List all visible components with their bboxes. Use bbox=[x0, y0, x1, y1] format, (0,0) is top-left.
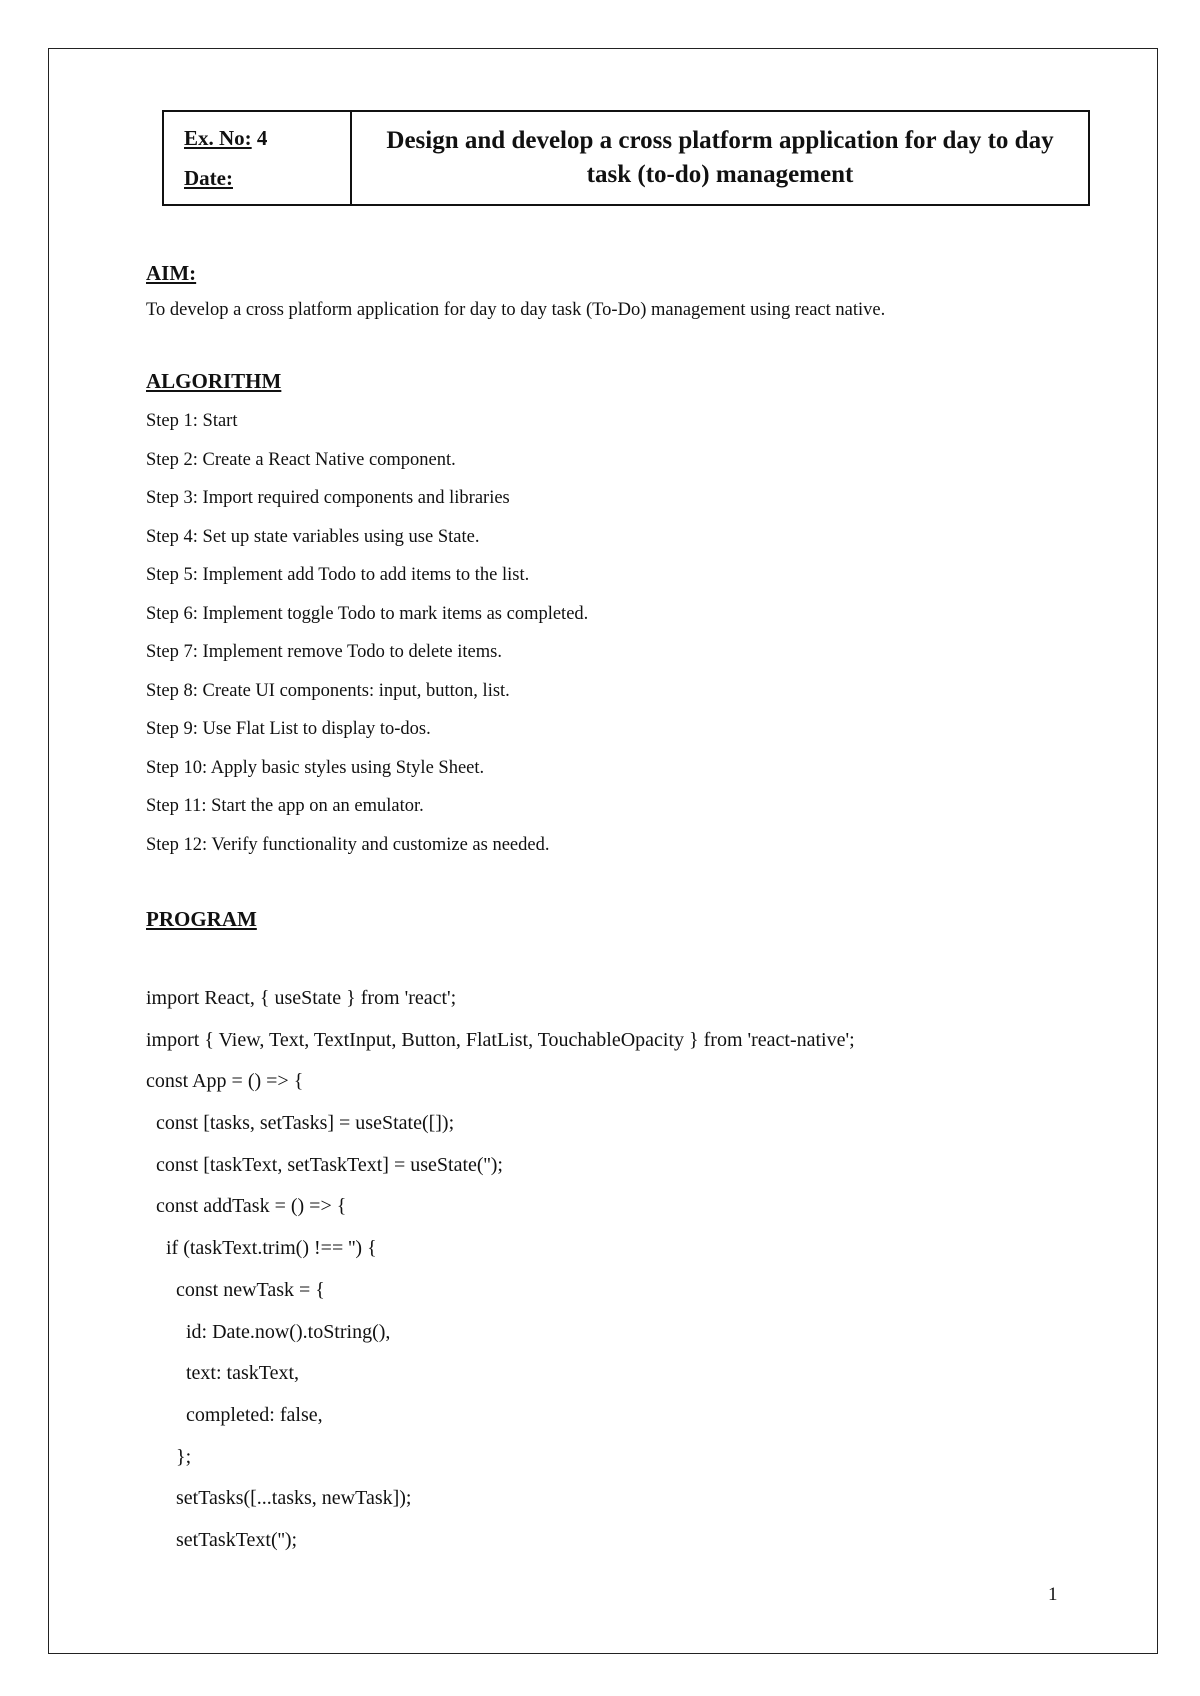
code-line: }; bbox=[146, 1445, 192, 1468]
code-line: const newTask = { bbox=[146, 1278, 325, 1301]
code-line: text: taskText, bbox=[146, 1362, 300, 1385]
ex-no-label: Ex. No: bbox=[184, 126, 252, 150]
algorithm-step: Step 8: Create UI components: input, button, list. bbox=[146, 680, 510, 701]
code-line: const [taskText, setTaskText] = useState(''); bbox=[146, 1153, 503, 1176]
code-line: setTasks([...tasks, newTask]); bbox=[146, 1487, 412, 1510]
document-body bbox=[146, 258, 1086, 1562]
algorithm-step: Step 6: Implement toggle Todo to mark items as completed. bbox=[146, 603, 589, 624]
algorithm-steps bbox=[146, 402, 1086, 864]
program-heading: PROGRAM bbox=[146, 907, 257, 931]
algorithm-step: Step 4: Set up state variables using use State. bbox=[146, 526, 480, 547]
date-row bbox=[184, 158, 350, 198]
algorithm-step: Step 12: Verify functionality and customize as needed. bbox=[146, 834, 550, 855]
ex-no-value: 4 bbox=[256, 126, 268, 150]
header-table bbox=[162, 110, 1090, 206]
algorithm-step: Step 1: Start bbox=[146, 411, 238, 431]
page-number: 1 bbox=[1048, 1584, 1058, 1605]
code-line: id: Date.now().toString(), bbox=[146, 1320, 391, 1343]
header-meta-cell bbox=[164, 112, 352, 204]
code-line: import { View, Text, TextInput, Button, FlatList, TouchableOpacity } from 'react-native'; bbox=[146, 1028, 855, 1051]
code-line: const addTask = () => { bbox=[146, 1195, 347, 1218]
program-code bbox=[146, 978, 1086, 1562]
algorithm-step: Step 3: Import required components and libraries bbox=[146, 488, 510, 508]
algorithm-step: Step 11: Start the app on an emulator. bbox=[146, 796, 424, 816]
algorithm-step: Step 7: Implement remove Todo to delete items. bbox=[146, 642, 502, 662]
date-label: Date: bbox=[184, 166, 233, 190]
code-line: const App = () => { bbox=[146, 1070, 304, 1093]
code-line: import React, { useState } from 'react'; bbox=[146, 987, 457, 1009]
algorithm-step: Step 5: Implement add Todo to add items to the list. bbox=[146, 565, 530, 585]
algorithm-step: Step 10: Apply basic styles using Style Sheet. bbox=[146, 757, 485, 778]
document-title: Design and develop a cross platform application for day to day task (to-do) management bbox=[386, 127, 1054, 188]
algorithm-step: Step 2: Create a React Native component. bbox=[146, 449, 456, 470]
aim-heading: AIM: bbox=[146, 261, 197, 285]
algorithm-heading: ALGORITHM bbox=[146, 369, 282, 393]
code-line: const [tasks, setTasks] = useState([]); bbox=[146, 1112, 455, 1135]
code-line: setTaskText(''); bbox=[146, 1528, 298, 1551]
ex-no-row bbox=[184, 118, 350, 158]
code-line: if (taskText.trim() !== '') { bbox=[146, 1237, 377, 1260]
algorithm-step: Step 9: Use Flat List to display to-dos. bbox=[146, 719, 431, 739]
aim-text: To develop a cross platform application for day to day task (To-Do) management using react native. bbox=[146, 300, 886, 320]
code-line: completed: false, bbox=[146, 1403, 323, 1426]
